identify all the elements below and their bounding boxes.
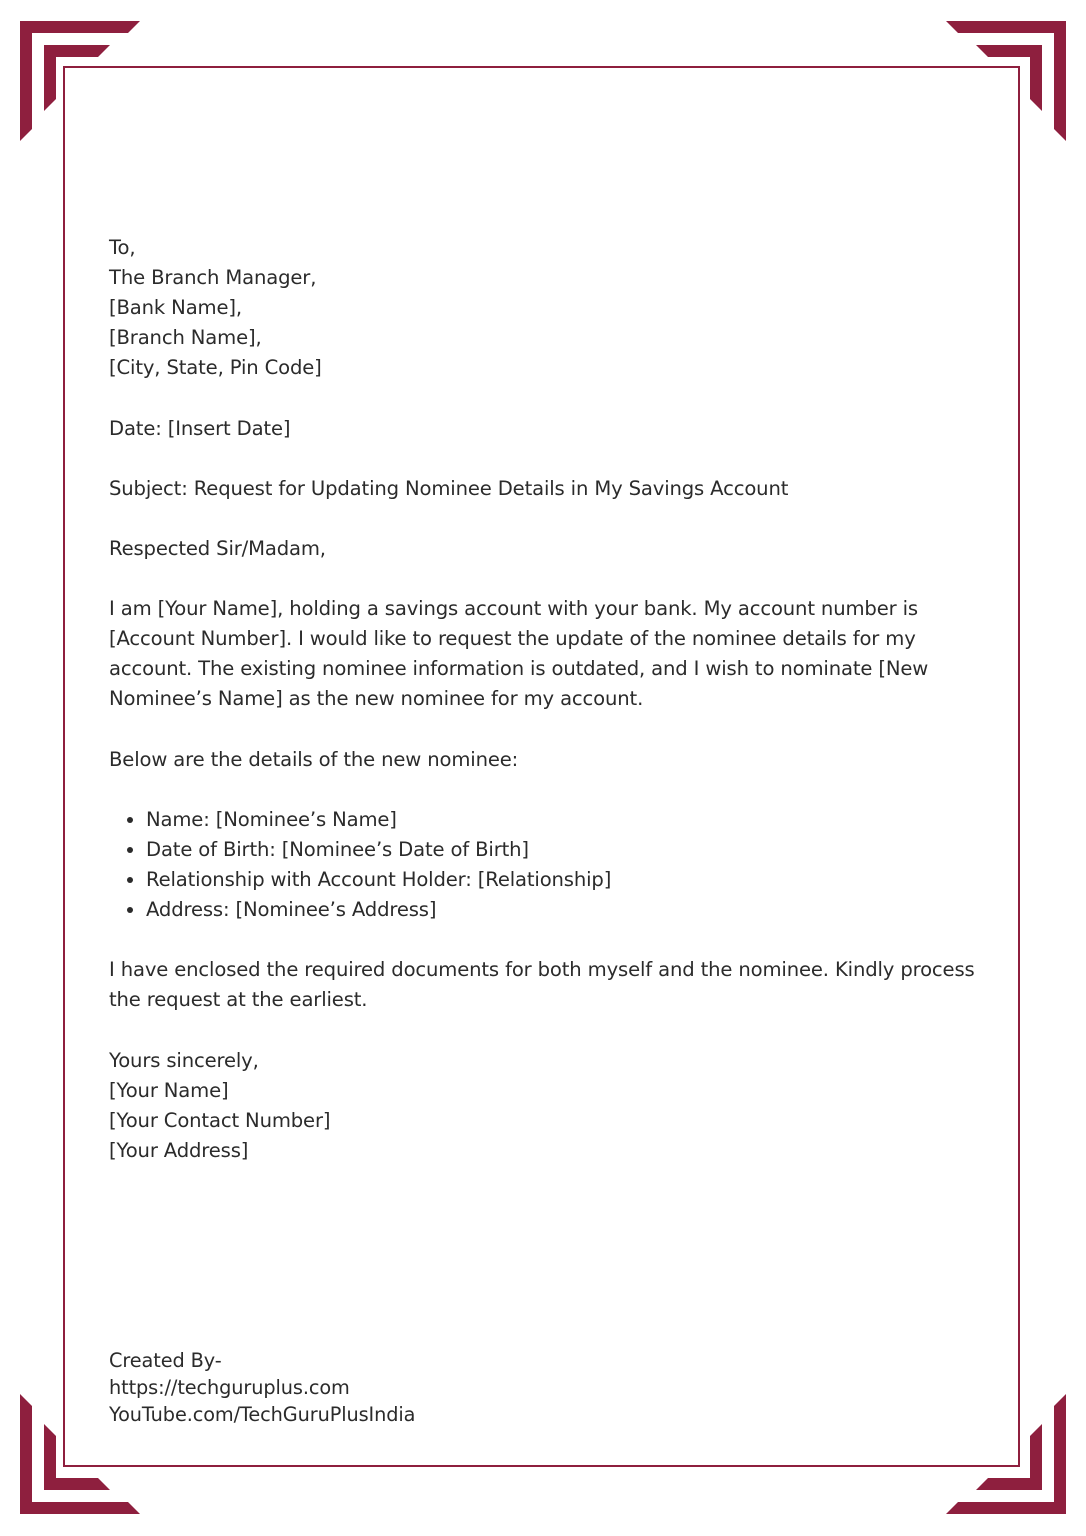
letter-date: Date: [Insert Date] [109, 416, 291, 440]
closing-line: [Your Address] [109, 1138, 249, 1162]
created-by-label: Created By- [109, 1349, 222, 1372]
youtube-link[interactable]: YouTube.com/TechGuruPlusIndia [109, 1403, 416, 1426]
chevron-corner-icon [941, 21, 1066, 146]
closing-line: Yours sincerely, [109, 1048, 259, 1072]
body-paragraph-2: I have enclosed the required documents for both myself and the nominee. Kindly process the request at the earliest. [109, 958, 975, 1012]
closing-block [109, 1046, 989, 1166]
recipient-line: [Bank Name], [109, 296, 242, 320]
website-link[interactable]: https://techguruplus.com [109, 1376, 350, 1399]
list-item: • Address: [Nominee’s Address] [146, 895, 989, 925]
corner-ornament-top-right [941, 21, 1066, 146]
chevron-corner-icon [941, 1389, 1066, 1514]
list-item: • Relationship with Account Holder: [Relationship] [146, 865, 989, 895]
body-paragraph-1: I am [Your Name], holding a savings account with your bank. My account number is [Account Number]. I would like to request the update of the nominee details for my account. The existing nominee information is outdated, and I wish to nominate [New Nominee’s Name] as the new nominee for my account. [109, 597, 929, 711]
recipient-line: [Branch Name], [109, 326, 262, 350]
recipient-block [109, 233, 989, 383]
recipient-line: The Branch Manager, [109, 266, 317, 290]
chevron-corner-icon [20, 21, 145, 146]
list-item: • Name: [Nominee’s Name] [146, 805, 989, 835]
nominee-details-list [109, 805, 989, 925]
list-item: • Date of Birth: [Nominee’s Date of Birth] [146, 835, 989, 865]
letter-body [109, 233, 989, 1166]
details-intro: Below are the details of the new nominee: [109, 747, 519, 771]
corner-ornament-bottom-right [941, 1389, 1066, 1514]
footer-credits [109, 1347, 415, 1428]
salutation: Respected Sir/Madam, [109, 536, 326, 560]
closing-line: [Your Contact Number] [109, 1108, 331, 1132]
recipient-line: [City, State, Pin Code] [109, 356, 322, 380]
closing-line: [Your Name] [109, 1078, 229, 1102]
corner-ornament-top-left [20, 21, 145, 146]
letter-subject: Subject: Request for Updating Nominee Details in My Savings Account [109, 476, 789, 500]
recipient-line: To, [109, 236, 136, 259]
